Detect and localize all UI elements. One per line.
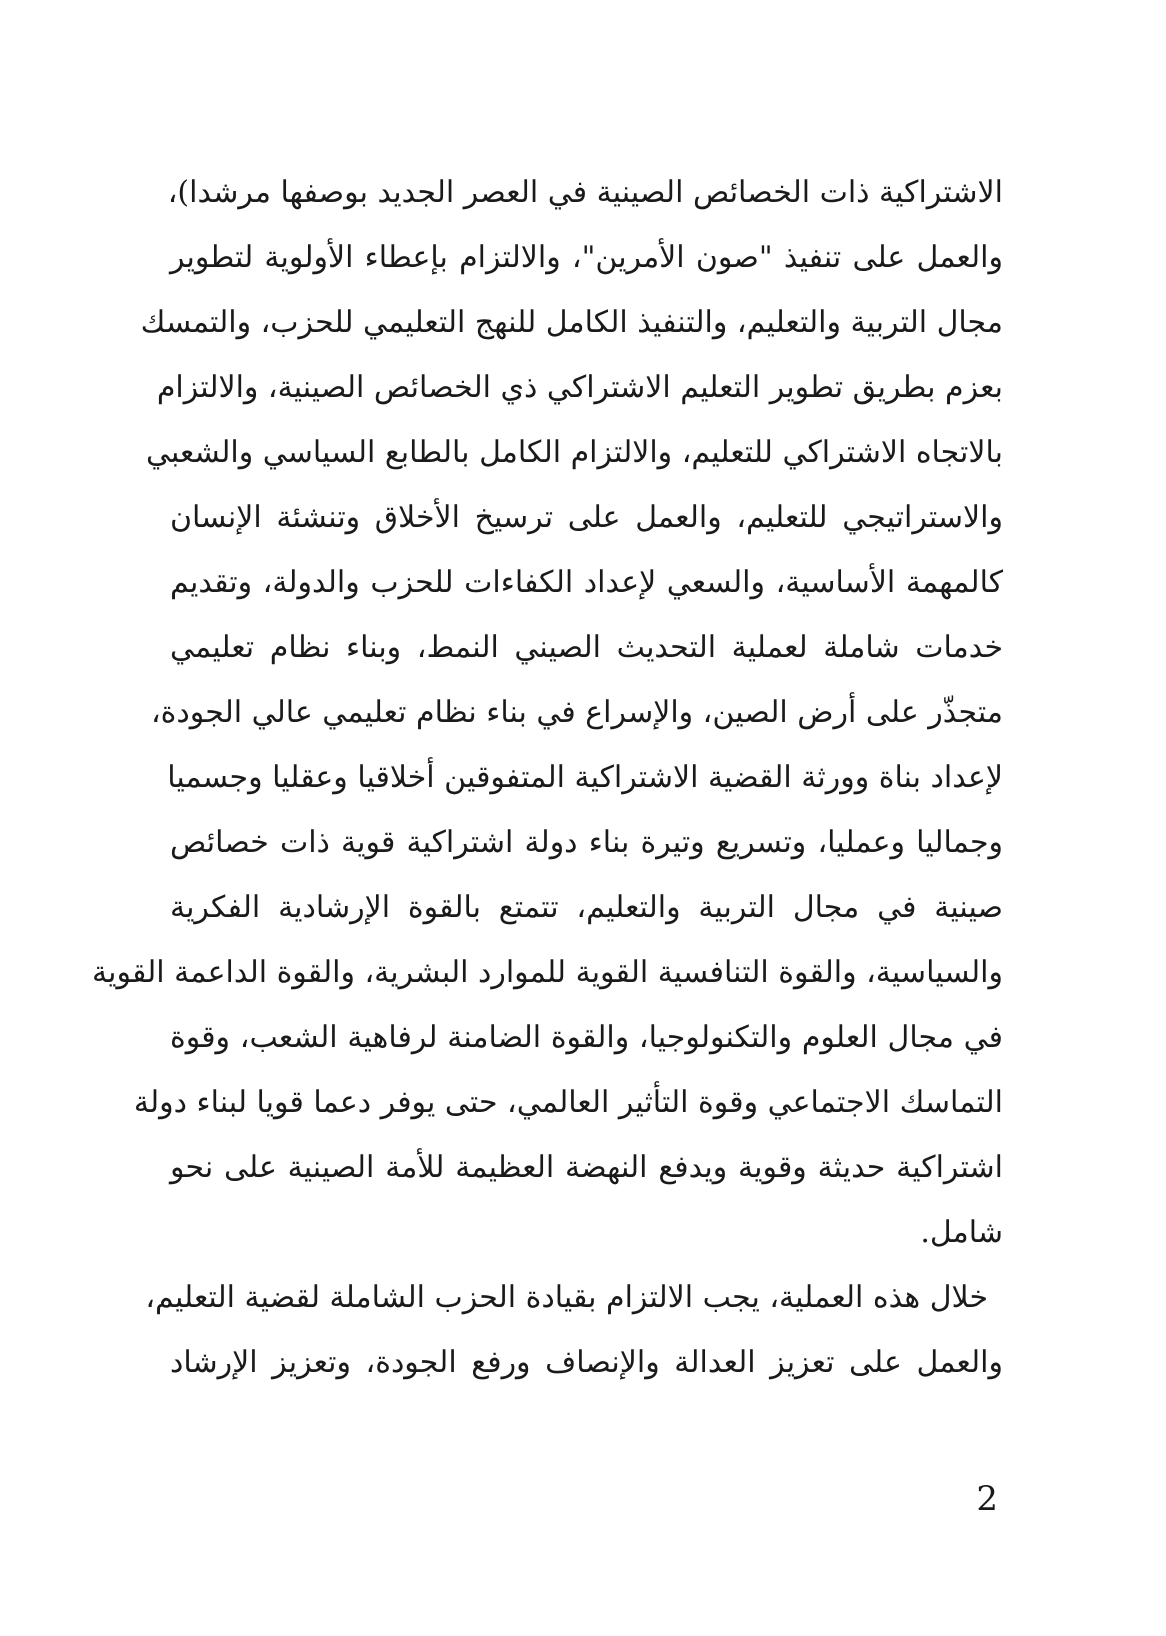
text-line: خدمات شاملة لعملية التحديث الصيني النمط، وبناء نظام تعليمي	[170, 630, 1003, 665]
text-line: كالمهمة الأساسية، والسعي لإعداد الكفاءات للحزب والدولة، وتقديم	[170, 565, 1003, 600]
text-line: التماسك الاجتماعي وقوة التأثير العالمي، حتى يوفر دعما قويا لبناء دولة	[133, 1085, 1003, 1120]
page-number: 2	[976, 1479, 998, 1519]
text-line: متجذّر على أرض الصين، والإسراع في بناء نظام تعليمي عالي الجودة،	[150, 695, 1003, 730]
text-line: والعمل على تعزيز العدالة والإنصاف ورفع الجودة، وتعزيز الإرشاد	[170, 1345, 1003, 1380]
text-line: والعمل على تنفيذ "صون الأمرين"، والالتزام بإعطاء الأولوية لتطوير	[170, 240, 1003, 275]
body-text	[92, 160, 1003, 1395]
text-line: صينية في مجال التربية والتعليم، تتمتع بالقوة الإرشادية الفكرية	[170, 890, 1003, 925]
text-line: مجال التربية والتعليم، والتنفيذ الكامل للنهج التعليمي للحزب، والتمسك	[140, 305, 1003, 340]
paragraph-end-line: شامل.	[920, 1215, 1003, 1250]
text-line: الاشتراكية ذات الخصائص الصينية في العصر الجديد بوصفها مرشدا)،	[167, 175, 1003, 210]
text-line: لإعداد بناة وورثة القضية الاشتراكية المتفوقين أخلاقيا وعقليا وجسميا	[167, 760, 1003, 795]
text-line: اشتراكية حديثة وقوية ويدفع النهضة العظيمة للأمة الصينية على نحو	[170, 1150, 1003, 1185]
text-line: بالاتجاه الاشتراكي للتعليم، والالتزام الكامل بالطابع السياسي والشعبي	[145, 435, 1003, 470]
text-line: والسياسية، والقوة التنافسية القوية للموارد البشرية، والقوة الداعمة القوية	[92, 955, 1003, 990]
text-line: والاستراتيجي للتعليم، والعمل على ترسيخ الأخلاق وتنشئة الإنسان	[170, 500, 1003, 535]
text-line: وجماليا وعمليا، وتسريع وتيرة بناء دولة اشتراكية قوية ذات خصائص	[170, 825, 1003, 860]
text-line: في مجال العلوم والتكنولوجيا، والقوة الضامنة لرفاهية الشعب، وقوة	[170, 1020, 1003, 1055]
text-line: بعزم بطريق تطوير التعليم الاشتراكي ذي الخصائص الصينية، والالتزام	[156, 370, 1003, 405]
paragraph-start-line: خلال هذه العملية، يجب الالتزام بقيادة الحزب الشاملة لقضية التعليم،	[145, 1280, 988, 1315]
